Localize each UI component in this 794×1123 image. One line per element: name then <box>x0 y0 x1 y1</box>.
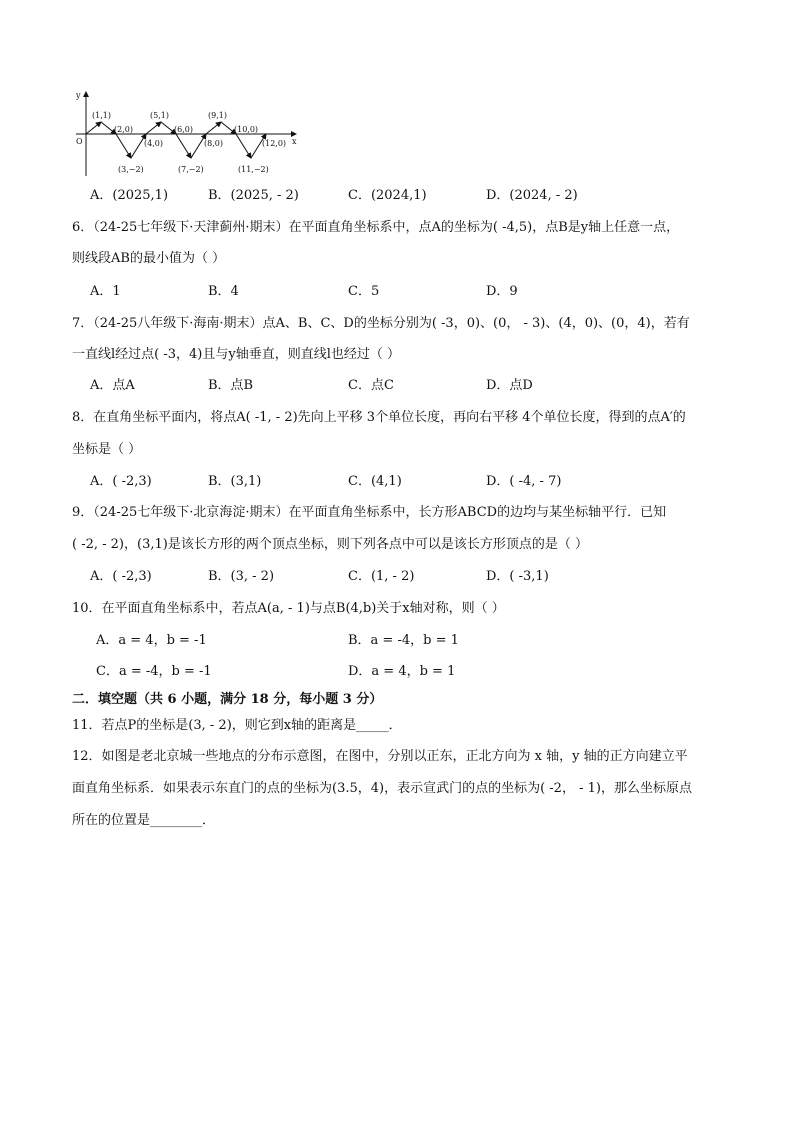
q8-option-a[interactable]: A．( -2,3) <box>90 474 152 489</box>
point-label: (7,−2) <box>178 165 204 174</box>
point-label: (3,−2) <box>118 165 144 174</box>
q9-stem-line1: 9．（24-25七年级下·北京海淀·期末）在平面直角坐标系中，长方形ABCD的边均与某坐标轴平行．已知 <box>72 505 667 520</box>
q7-option-b[interactable]: B．点B <box>208 378 254 393</box>
point-label: (4,0) <box>144 139 163 148</box>
point-label: (10,0) <box>234 125 259 134</box>
q10-option-d[interactable]: D．a = 4，b = 1 <box>348 664 456 679</box>
q5-option-d[interactable]: D．(2024, - 2) <box>486 188 578 203</box>
point-label: (2,0) <box>114 125 133 134</box>
q7-stem-line2: 一直线l经过点( -3，4)且与y轴垂直，则直线l也经过（ ） <box>72 347 401 362</box>
point-label: (6,0) <box>174 125 193 134</box>
q7-option-a[interactable]: A．点A <box>90 378 135 393</box>
origin-label: O <box>76 137 83 146</box>
q6-option-a[interactable]: A．1 <box>90 284 121 299</box>
q6-option-d[interactable]: D．9 <box>486 284 518 299</box>
q11-stem: 11．若点P的坐标是(3, - 2)，则它到x轴的距离是_____． <box>72 718 402 733</box>
q9-option-b[interactable]: B．(3, - 2) <box>208 569 275 584</box>
q5-option-b[interactable]: B．(2025, - 2) <box>208 188 299 203</box>
point-label: (1,1) <box>92 111 111 120</box>
q6-stem-line2: 则线段AB的最小值为（ ） <box>72 251 226 266</box>
q6-stem-line1: 6．（24-25七年级下·天津蓟州·期末）在平面直角坐标系中，点A的坐标为( -4,5)，点B是y轴上任意一点， <box>72 220 680 235</box>
q12-stem-line1: 12．如图是老北京城一些地点的分布示意图，在图中，分别以正东，正北方向为 x 轴，y 轴的正方向建立平 <box>72 749 688 764</box>
point-label: (9,1) <box>208 111 227 120</box>
q6-option-b[interactable]: B．4 <box>208 284 239 299</box>
x-axis-label: x <box>292 137 297 146</box>
q12-stem-line3: 所在的位置是________． <box>72 813 216 828</box>
q10-option-a[interactable]: A．a = 4，b = -1 <box>96 633 207 648</box>
section-heading-fill-in: 二．填空题（共 6 小题，满分 18 分，每小题 3 分） <box>72 692 383 707</box>
q7-option-c[interactable]: C．点C <box>348 378 394 393</box>
q8-stem-line1: 8．在直角坐标平面内，将点A( -1, - 2)先向上平移 3个单位长度，再向右平移 4个单位长度，得到的点A′的 <box>72 410 686 425</box>
point-label: (11,−2) <box>238 165 269 174</box>
q8-option-d[interactable]: D．( -4, - 7) <box>486 474 562 489</box>
q7-stem-line1: 7．（24-25八年级下·海南·期末）点A、B、C、D的坐标分别为( -3，0)、(0， - 3)、(4，0)、(0，4)，若有 <box>72 316 690 331</box>
point-label: (5,1) <box>150 111 169 120</box>
q8-option-c[interactable]: C．(4,1) <box>348 474 402 489</box>
q12-stem-line2: 面直角坐标系．如果表示东直门的点的坐标为(3.5，4)，表示宣武门的点的坐标为( -2， - 1)，那么坐标原点 <box>72 781 692 796</box>
q10-stem-line1: 10．在平面直角坐标系中，若点A(a, - 1)与点B(4,b)关于x轴对称，则（ ） <box>72 601 505 616</box>
point-label: (12,0) <box>262 139 287 148</box>
q7-option-d[interactable]: D．点D <box>486 378 533 393</box>
point-label: (8,0) <box>204 139 223 148</box>
y-axis-label: y <box>76 91 81 100</box>
zigzag-path-figure <box>72 88 312 180</box>
q8-stem-line2: 坐标是（ ） <box>72 442 142 457</box>
q9-stem-line2: ( -2, - 2)，(3,1)是该长方形的两个顶点坐标，则下列各点中可以是该长方形顶点的是（ ） <box>72 537 588 552</box>
q9-option-a[interactable]: A．( -2,3) <box>90 569 152 584</box>
q10-option-c[interactable]: C．a = -4，b = -1 <box>96 664 212 679</box>
q9-option-d[interactable]: D．( -3,1) <box>486 569 549 584</box>
q6-option-c[interactable]: C．5 <box>348 284 380 299</box>
q5-option-a[interactable]: A．(2025,1) <box>90 188 169 203</box>
q10-option-b[interactable]: B．a = -4，b = 1 <box>348 633 459 648</box>
q9-option-c[interactable]: C．(1, - 2) <box>348 569 415 584</box>
q5-option-c[interactable]: C．(2024,1) <box>348 188 427 203</box>
q8-option-b[interactable]: B．(3,1) <box>208 474 262 489</box>
